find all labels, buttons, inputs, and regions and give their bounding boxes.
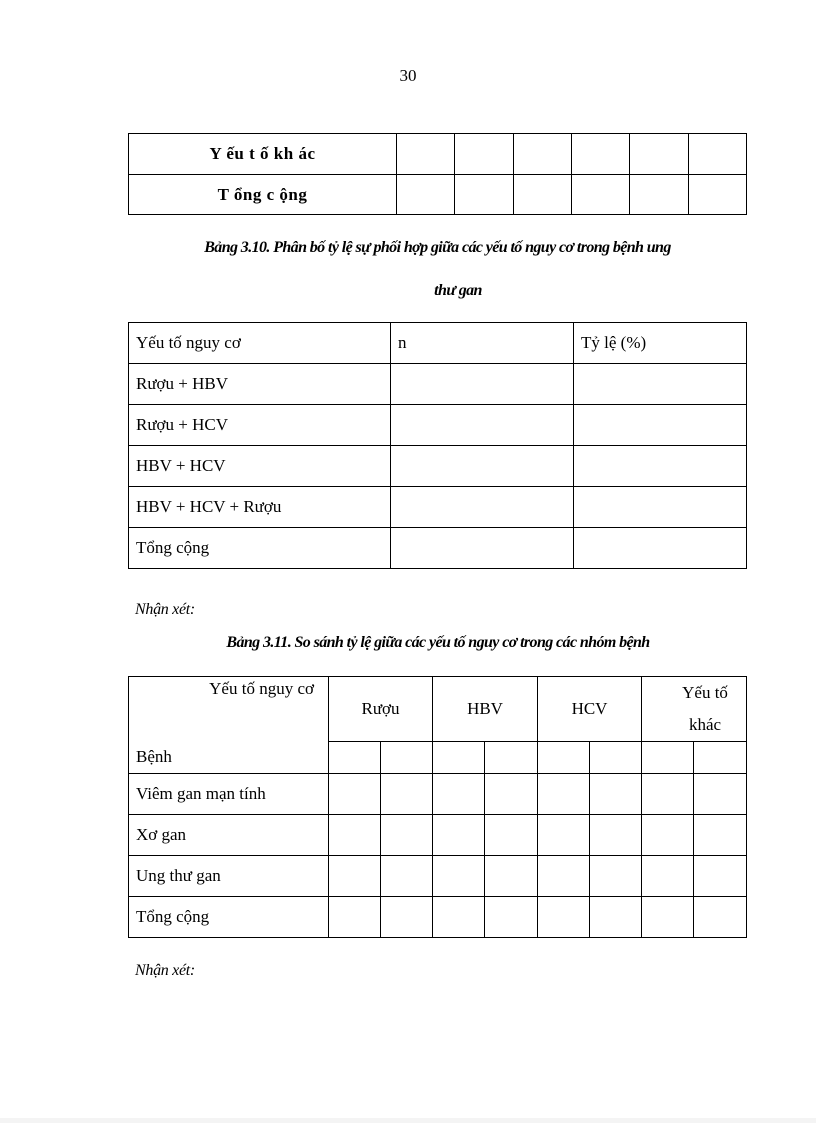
group-header-hbv: HBV [433,677,538,742]
table-row [129,134,747,175]
corner-header-top: Yếu tố nguy cơ [129,677,329,742]
row-label: Tổng cộng [129,897,329,938]
header-row [129,323,747,364]
header-cell: Yếu tố nguy cơ [129,323,391,364]
table-3-11-caption: Bảng 3.11. So sánh tỷ lệ giữa các yếu tố nguy cơ trong các nhóm bệnh [226,634,650,651]
header-row [129,677,747,742]
table-row [129,897,747,938]
row-label: Tổng cộng [129,528,391,569]
subheader-row [129,742,747,774]
continuation-table [128,133,747,215]
table-row [129,815,747,856]
table-row [129,774,747,815]
row-label: Xơ gan [129,815,329,856]
header-cell: Tỷ lệ (%) [574,323,747,364]
row-label: Viêm gan mạn tính [129,774,329,815]
page-number: 30 [399,66,417,85]
row-label: HBV + HCV [129,446,391,487]
row-label: Ung thư gan [129,856,329,897]
row-label: Rượu + HBV [129,364,391,405]
row-label: HBV + HCV + Rượu [129,487,391,528]
table-row [129,446,747,487]
table-3-10-caption-line1: Bảng 3.10. Phân bố tỷ lệ sự phối hợp giữa các yếu tố nguy cơ trong bệnh ung [204,239,671,256]
table-row [129,856,747,897]
table-row [129,487,747,528]
table-3-10-note: Nhận xét: [135,601,195,618]
group-header-ruou: Rượu [329,677,433,742]
table-3-10-caption-line2: thư gan [434,282,482,299]
group-header-hcv: HCV [538,677,642,742]
group-header-other: Yếu tố khác [642,677,747,742]
table-3-11 [128,676,747,938]
row-label: Y ếu t ố kh ác [129,134,397,175]
table-3-11-note: Nhận xét: [135,962,195,979]
table-row [129,405,747,446]
row-label: T ổng c ộng [129,175,397,215]
row-label: Rượu + HCV [129,405,391,446]
table-row [129,364,747,405]
table-row [129,175,747,215]
corner-header-bottom: Bệnh [129,742,329,774]
page-bottom-edge [0,1118,816,1123]
table-3-10 [128,322,747,569]
table-row [129,528,747,569]
header-cell: n [391,323,574,364]
